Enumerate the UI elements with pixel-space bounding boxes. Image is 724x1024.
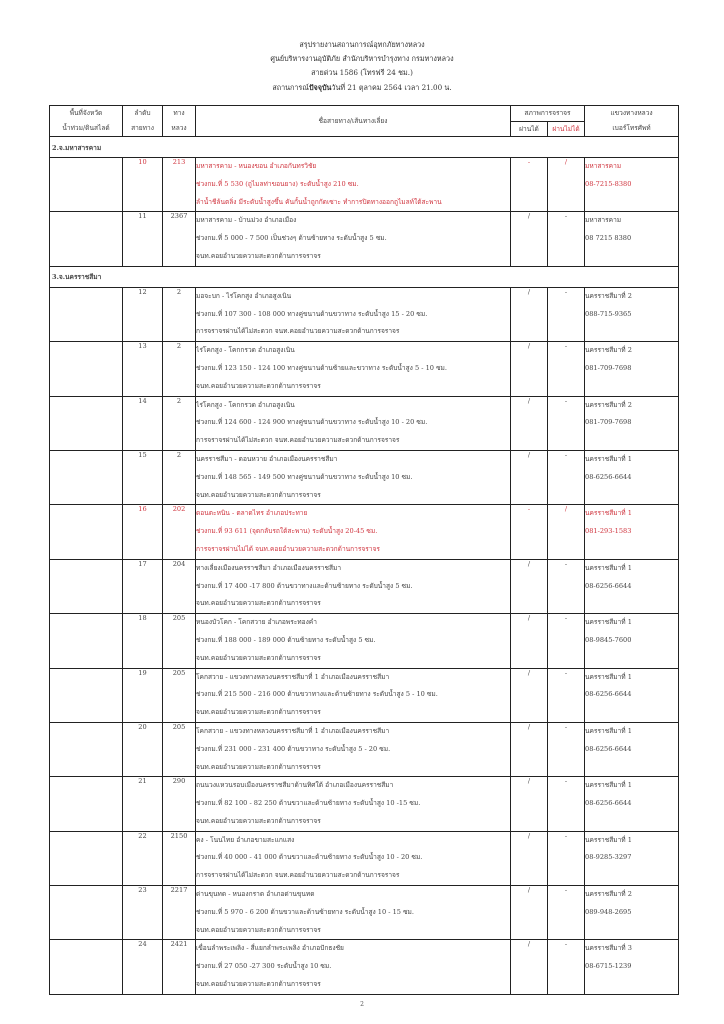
route-name: นครราชสีมา - ดอนหวาย อำเภอเมืองนครราชสีมา <box>196 454 338 463</box>
highway-district: นครราชสีมาที่ 2 <box>585 346 632 355</box>
highway-number-cell: 2 <box>163 342 196 396</box>
passable-status: / <box>511 940 548 994</box>
passable-status: / <box>511 668 548 722</box>
table-row <box>50 287 679 341</box>
route-name: ไร่โคกสูง - โคกกรวด อำเภอสูงเนิน <box>196 346 295 355</box>
area-cell <box>50 450 123 504</box>
phone-number: 08-6256-6644 <box>585 581 632 590</box>
route-note: จนท.คอยอำนวยความสะดวกด้านการจราจร <box>196 251 321 260</box>
highway-number-cell: 202 <box>163 505 196 559</box>
route-name: มหาสารคาม - บ้านม่วง อำเภอเมือง <box>196 216 297 225</box>
phone-number: 08-9845-7600 <box>585 635 632 644</box>
route-cell <box>196 722 511 776</box>
route-km-detail: ช่วงกม.ที่ 5 970 - 6 200 ด้านขวาและด้านซ้ายทาง ระดับน้ำสูง 10 - 15 ซม. <box>196 907 414 916</box>
route-cell <box>196 668 511 722</box>
impassable-status: - <box>548 831 585 885</box>
phone-number: 08-9285-3297 <box>585 853 632 862</box>
route-note: ลำน้ำชีล้นตลิ่ง มีระดับน้ำสูงขึ้น คันกั้นน้ำถูกกัดเซาะ ทำการปิดทางออกถูไมลท์ใต้สะพาน <box>196 197 442 206</box>
route-note: การจราจรผ่านได้ไม่สะดวก จนท.คอยอำนวยความสะดวกด้านการจราจร <box>196 436 400 445</box>
report-agency: ศูนย์บริหารงานอุบัติภัย สำนักบริหารบำรุงทาง กรมทางหลวง <box>270 54 454 64</box>
area-cell <box>50 505 123 559</box>
passable-status: / <box>511 831 548 885</box>
passable-status: / <box>511 559 548 613</box>
passable-status: - <box>511 505 548 559</box>
report-title: สรุปรายงานสถานการณ์อุทกภัยทางหลวง <box>299 40 425 49</box>
passable-status: / <box>511 450 548 504</box>
office-cell <box>585 559 679 613</box>
phone-number: 08-6715-1239 <box>585 962 632 971</box>
table-body <box>50 137 679 995</box>
route-note: การจราจรผ่านได้ไม่สะดวก จนท.คอยอำนวยความสะดวกด้านการจราจร <box>196 871 400 880</box>
report-timestamp <box>0 81 724 95</box>
sequence-cell: 10 <box>123 158 163 212</box>
route-km-detail: ช่วงกม.ที่ 231 000 - 231 400 ด้านขวาทาง ระดับน้ำสูง 5 - 20 ซม. <box>196 744 391 753</box>
area-cell <box>50 777 123 831</box>
area-cell <box>50 342 123 396</box>
header-route: ชื่อสายทาง/เส้นทางเลี่ยง <box>196 106 511 137</box>
sequence-cell: 11 <box>123 212 163 266</box>
route-note: จนท.คอยอำนวยความสะดวกด้านการจราจร <box>196 708 321 717</box>
highway-number-cell: 213 <box>163 158 196 212</box>
area-cell <box>50 940 123 994</box>
highway-number-cell: 205 <box>163 668 196 722</box>
route-km-detail: ช่วงกม.ที่ 27 050 -27 300 ระดับน้ำสูง 10 ซม. <box>196 962 332 971</box>
route-km-detail: ช่วงกม.ที่ 124 600 - 124 900 ทางคู่ขนานด้านขวาทาง ระดับน้ำสูง 10 - 20 ซม. <box>196 418 428 427</box>
sequence-cell: 23 <box>123 886 163 940</box>
sequence-cell: 22 <box>123 831 163 885</box>
section-row <box>50 137 679 158</box>
area-cell <box>50 614 123 668</box>
route-name: คง - โนนไทย อำเภอขามสะแกแสง <box>196 835 295 844</box>
sequence-cell: 18 <box>123 614 163 668</box>
highway-number-cell: 205 <box>163 722 196 776</box>
flood-status-table <box>49 105 679 995</box>
route-km-detail: ช่วงกม.ที่ 215 500 - 216 000 ด้านขวาทางและด้านซ้ายทาง ระดับน้ำสูง 5 - 10 ซม. <box>196 690 438 699</box>
area-cell <box>50 396 123 450</box>
route-note: จนท.คอยอำนวยความสะดวกด้านการจราจร <box>196 980 321 989</box>
highway-district: นครราชสีมาที่ 3 <box>585 944 632 953</box>
header-seq-line1: ลำดับ <box>134 109 151 117</box>
highway-number-cell: 205 <box>163 614 196 668</box>
route-cell <box>196 777 511 831</box>
highway-district: นครราชสีมาที่ 1 <box>585 781 632 790</box>
route-note: จนท.คอยอำนวยความสะดวกด้านการจราจร <box>196 925 321 934</box>
table-row <box>50 722 679 776</box>
impassable-status: - <box>548 396 585 450</box>
passable-status: / <box>511 396 548 450</box>
route-km-detail: ช่วงกม.ที่ 40 000 - 41 000 ด้านขวาและด้านซ้ายทาง ระดับน้ำสูง 10 - 20 ซม. <box>196 853 423 862</box>
highway-number-cell: 2150 <box>163 831 196 885</box>
route-cell <box>196 287 511 341</box>
area-cell <box>50 158 123 212</box>
highway-number-cell: 204 <box>163 559 196 613</box>
phone-number: 08-7215-8380 <box>585 179 632 188</box>
sequence-cell: 19 <box>123 668 163 722</box>
route-cell <box>196 559 511 613</box>
sequence-cell: 17 <box>123 559 163 613</box>
phone-number: 08 7215 8380 <box>585 234 632 243</box>
impassable-status: - <box>548 614 585 668</box>
header-impassable: ผ่านไม่ได้ <box>548 121 585 137</box>
route-name: มหาสารคาม - หนองขอน อำเภอกันทรวิชัย <box>196 162 317 170</box>
phone-number: 089-948-2695 <box>585 907 632 916</box>
route-cell <box>196 614 511 668</box>
route-note: การจราจรผ่านไม่ได้ จนท.คอยอำนวยความสะดวกด้านการจราจร <box>196 544 380 553</box>
table-row <box>50 450 679 504</box>
route-note: จนท.คอยอำนวยความสะดวกด้านการจราจร <box>196 762 321 771</box>
area-cell <box>50 559 123 613</box>
impassable-status: / <box>548 505 585 559</box>
office-cell <box>585 777 679 831</box>
highway-district: นครราชสีมาที่ 1 <box>585 454 632 463</box>
route-note: จนท.คอยอำนวยความสะดวกด้านการจราจร <box>196 381 321 390</box>
office-cell <box>585 940 679 994</box>
passable-status: / <box>511 342 548 396</box>
office-cell <box>585 505 679 559</box>
impassable-status: - <box>548 722 585 776</box>
impassable-status: - <box>548 212 585 266</box>
route-km-detail: ช่วงกม.ที่ 5 530 (ถูไมลท่าขอนยาง) ระดับน้ำสูง 210 ซม. <box>196 179 359 188</box>
table-row <box>50 342 679 396</box>
impassable-status: / <box>548 158 585 212</box>
header-area-line1: พื้นที่จังหวัด <box>69 109 103 117</box>
impassable-status: - <box>548 777 585 831</box>
route-cell <box>196 886 511 940</box>
office-cell <box>585 342 679 396</box>
area-cell <box>50 212 123 266</box>
highway-district: นครราชสีมาที่ 2 <box>585 400 632 409</box>
phone-number: 081-293-1583 <box>585 527 632 536</box>
impassable-status: - <box>548 886 585 940</box>
route-note: การจราจรผ่านได้ไม่สะดวก จนท.คอยอำนวยความสะดวกด้านการจราจร <box>196 327 400 336</box>
route-cell <box>196 505 511 559</box>
route-name: ไร่โคกสูง - โคกกรวด อำเภอสูงเนิน <box>196 400 295 409</box>
route-km-detail: ช่วงกม.ที่ 93 611 (จุดกลับรถใต้สะพาน) ระดับน้ำสูง 20-45 ซม. <box>196 527 378 536</box>
sequence-cell: 24 <box>123 940 163 994</box>
area-cell <box>50 668 123 722</box>
header-hw-line1: ทาง <box>173 109 185 117</box>
passable-status: / <box>511 614 548 668</box>
office-cell <box>585 450 679 504</box>
sequence-cell: 12 <box>123 287 163 341</box>
section-row <box>50 266 679 287</box>
passable-status: / <box>511 886 548 940</box>
area-cell <box>50 886 123 940</box>
header-area <box>50 106 123 137</box>
office-cell <box>585 886 679 940</box>
office-cell <box>585 396 679 450</box>
highway-district: นครราชสีมาที่ 1 <box>585 726 632 735</box>
passable-status: / <box>511 287 548 341</box>
route-cell <box>196 212 511 266</box>
office-cell <box>585 212 679 266</box>
header-hw-line2: หลวง <box>171 124 187 132</box>
header-highway <box>163 106 196 137</box>
highway-number-cell: 2217 <box>163 886 196 940</box>
phone-number: 088-715-9365 <box>585 309 632 318</box>
route-km-detail: ช่วงกม.ที่ 148 565 - 149 500 ทางคู่ขนานด้านขวาทาง ระดับน้ำสูง 10 ซม. <box>196 472 413 481</box>
route-km-detail: ช่วงกม.ที่ 188 000 - 189 000 ด้านซ้ายทาง ระดับน้ำสูง 5 ซม. <box>196 635 376 644</box>
sequence-cell: 13 <box>123 342 163 396</box>
report-header <box>0 38 724 95</box>
highway-district: นครราชสีมาที่ 1 <box>585 835 632 844</box>
impassable-status: - <box>548 559 585 613</box>
highway-district: นครราชสีมาที่ 2 <box>585 890 632 899</box>
route-name: มอจะบก - ไร่โคกสูง อำเภอสูงเนิน <box>196 291 292 300</box>
impassable-status: - <box>548 668 585 722</box>
impassable-status: - <box>548 940 585 994</box>
highway-number-cell: 2421 <box>163 940 196 994</box>
page-number: 2 <box>360 1001 364 1008</box>
table-row <box>50 614 679 668</box>
office-cell <box>585 158 679 212</box>
timestamp-prefix: สถานการณ์ <box>272 82 309 92</box>
office-cell <box>585 722 679 776</box>
highway-number-cell: 2 <box>163 450 196 504</box>
header-office-line2: เบอร์โทรศัพท์ <box>612 124 651 132</box>
highway-number-cell: 2 <box>163 287 196 341</box>
section-title: 3.จ.นครราชสีมา <box>50 266 679 287</box>
impassable-status: - <box>548 287 585 341</box>
route-name: ทางเลี่ยงเมืองนครราชสีมา อำเภอเมืองนครราชสีมา <box>196 563 342 572</box>
table-row <box>50 886 679 940</box>
passable-status: - <box>511 158 548 212</box>
passable-status: / <box>511 777 548 831</box>
table-row <box>50 831 679 885</box>
sequence-cell: 20 <box>123 722 163 776</box>
timestamp-current: ปัจจุบัน <box>308 82 332 92</box>
table-row <box>50 559 679 613</box>
highway-district: นครราชสีมาที่ 1 <box>585 563 632 572</box>
area-cell <box>50 722 123 776</box>
sequence-cell: 15 <box>123 450 163 504</box>
route-note: จนท.คอยอำนวยความสะดวกด้านการจราจร <box>196 490 321 499</box>
route-name: เขื่อนลำพระเพลิง - สี่แยกลำพระเพลิง อำเภอปักธงชัย <box>196 944 344 953</box>
office-cell <box>585 614 679 668</box>
route-cell <box>196 396 511 450</box>
table-row <box>50 212 679 266</box>
header-office-line1: แขวงทางหลวง <box>610 109 653 117</box>
phone-number: 08-6256-6644 <box>585 744 632 753</box>
route-cell <box>196 450 511 504</box>
route-name: โคกสวาย - แขวงทางหลวงนครราชสีมาที่ 1 อำเภอเมืองนครราชสีมา <box>196 726 390 735</box>
route-km-detail: ช่วงกม.ที่ 5 000 - 7 500 เป็นช่วงๆ ด้านซ้ายทาง ระดับน้ำสูง 5 ซม. <box>196 234 387 243</box>
phone-number: 08-6256-6644 <box>585 799 632 808</box>
header-seq-line2: สายทาง <box>131 124 154 132</box>
impassable-status: - <box>548 342 585 396</box>
route-cell <box>196 158 511 212</box>
route-note: จนท.คอยอำนวยความสะดวกด้านการจราจร <box>196 653 321 662</box>
route-km-detail: ช่วงกม.ที่ 17 400 -17 800 ด้านขวาทางและด้านซ้ายทาง ระดับน้ำสูง 5 ซม. <box>196 581 413 590</box>
phone-number: 081-709-7698 <box>585 363 632 372</box>
impassable-status: - <box>548 450 585 504</box>
route-name: ด่านขุนทด - หนองกราด อำเภอด่านขุนทด <box>196 890 315 899</box>
route-name: หนองบัวโคก - โคกสวาย อำเภอพระทองคำ <box>196 618 317 627</box>
sequence-cell: 21 <box>123 777 163 831</box>
area-cell <box>50 287 123 341</box>
phone-number: 08-6256-6644 <box>585 472 632 481</box>
route-km-detail: ช่วงกม.ที่ 107 300 - 108 000 ทางคู่ขนานด้านขวาทาง ระดับน้ำสูง 15 - 20 ซม. <box>196 309 428 318</box>
timestamp-date: วันที่ 21 ตุลาคม 2564 เวลา 21.00 น. <box>331 82 452 92</box>
route-name: ถนนวงแหวนรอบเมืองนครราชสีมาด้านทิศใต้ อำเภอเมืองนครราชสีมา <box>196 781 394 790</box>
highway-district: นครราชสีมาที่ 1 <box>585 672 632 681</box>
route-km-detail: ช่วงกม.ที่ 123 150 - 124 100 ทางคู่ขนานด้านซ้ายและขวาทาง ระดับน้ำสูง 5 - 10 ซม. <box>196 363 447 372</box>
route-cell <box>196 342 511 396</box>
route-note: จนท.คอยอำนวยความสะดวกด้านการจราจร <box>196 816 321 825</box>
highway-district: มหาสารคาม <box>585 216 622 225</box>
highway-number-cell: 2367 <box>163 212 196 266</box>
section-title: 2.จ.มหาสารคาม <box>50 137 679 158</box>
route-name: ดอนตะหนิน - ตลาดไทร อำเภอประทาย <box>196 509 308 518</box>
passable-status: / <box>511 722 548 776</box>
phone-number: 08-6256-6644 <box>585 690 632 699</box>
highway-district: นครราชสีมาที่ 1 <box>585 509 632 518</box>
office-cell <box>585 831 679 885</box>
passable-status: / <box>511 212 548 266</box>
highway-number-cell: 2 <box>163 396 196 450</box>
table-row <box>50 777 679 831</box>
route-note: จนท.คอยอำนวยความสะดวกด้านการจราจร <box>196 599 321 608</box>
table-row <box>50 396 679 450</box>
sequence-cell: 16 <box>123 505 163 559</box>
route-name: โคกสวาย - แขวงทางหลวงนครราชสีมาที่ 1 อำเภอเมืองนครราชสีมา <box>196 672 390 681</box>
route-km-detail: ช่วงกม.ที่ 82 100 - 82 250 ด้านขวาและด้านซ้ายทาง ระดับน้ำสูง 10 -15 ซม. <box>196 799 421 808</box>
header-area-line2: น้ำท่วม/ดินสไลด์ <box>62 124 110 132</box>
report-hotline: สายด่วน 1586 (โทรฟรี 24 ชม.) <box>311 68 413 78</box>
header-sequence <box>123 106 163 137</box>
phone-number: 081-709-7698 <box>585 418 632 427</box>
header-passable: ผ่านได้ <box>511 121 548 137</box>
header-office <box>585 106 679 137</box>
table-row <box>50 940 679 994</box>
table-row <box>50 505 679 559</box>
highway-number-cell: 290 <box>163 777 196 831</box>
highway-district: นครราชสีมาที่ 1 <box>585 618 632 627</box>
header-traffic-status: สภาพการจราจร <box>511 106 585 122</box>
highway-district: นครราชสีมาที่ 2 <box>585 291 632 300</box>
area-cell <box>50 831 123 885</box>
route-cell <box>196 940 511 994</box>
office-cell <box>585 668 679 722</box>
sequence-cell: 14 <box>123 396 163 450</box>
highway-district: มหาสารคาม <box>585 162 622 170</box>
office-cell <box>585 287 679 341</box>
table-row <box>50 668 679 722</box>
route-cell <box>196 831 511 885</box>
table-row <box>50 158 679 212</box>
